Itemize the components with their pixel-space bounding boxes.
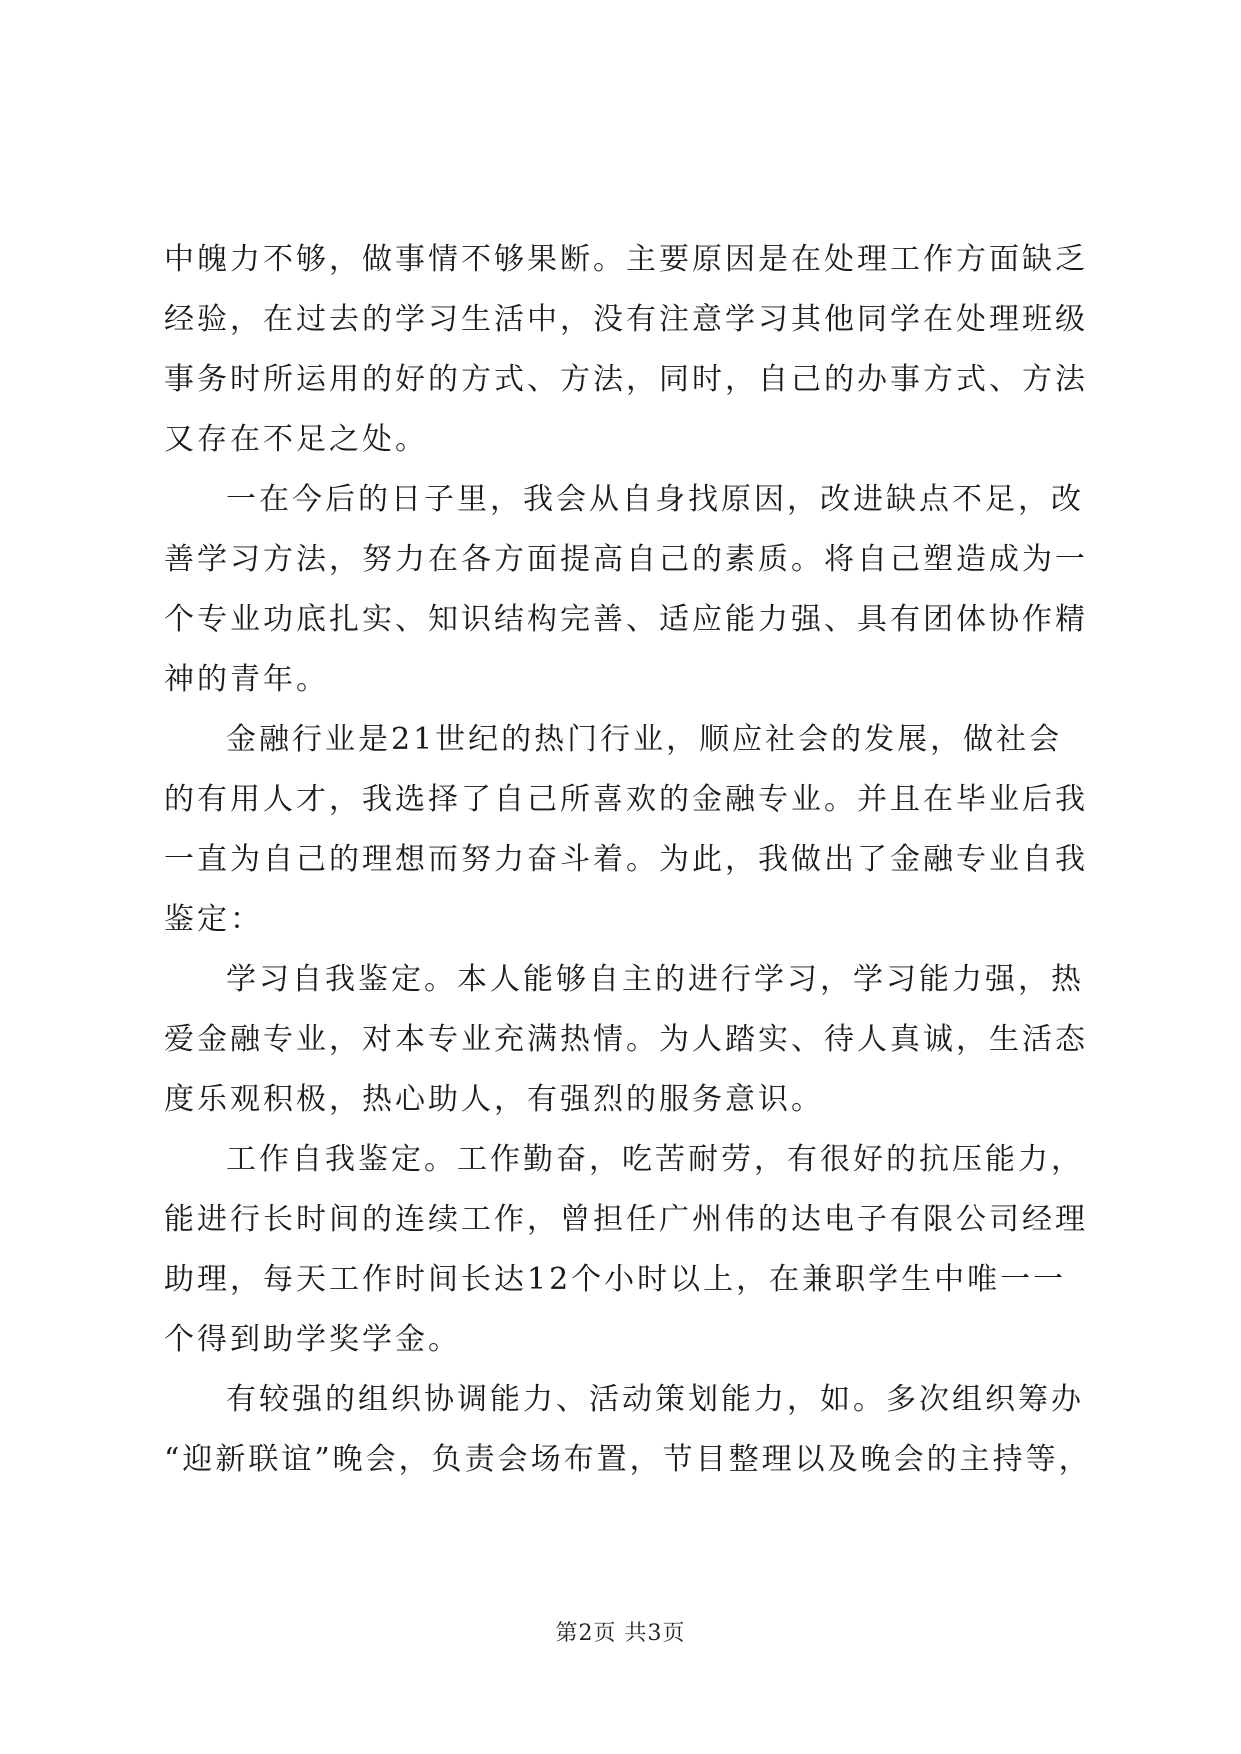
paragraph-5: [164, 1130, 1088, 1370]
paragraph-2: [164, 470, 1088, 710]
text-line: 爱金融专业，对本专业充满热情。为人踏实、待人真诚，生活态: [164, 1022, 1088, 1057]
text-line: 个专业功底扎实、知识结构完善、适应能力强、具有团体协作精: [164, 602, 1088, 637]
text-line: 个得到助学奖学金。: [164, 1322, 461, 1357]
text-line: 有较强的组织协调能力、活动策划能力，如。多次组织筹办: [226, 1382, 1084, 1417]
text-line: 学习自我鉴定。本人能够自主的进行学习，学习能力强，热: [226, 962, 1084, 997]
text-line: 又存在不足之处。: [164, 422, 428, 457]
page-number-footer: 第2页 共3页: [555, 1621, 686, 1646]
text-line: “迎新联谊”晚会，负责会场布置，节目整理以及晚会的主持等，: [164, 1442, 1092, 1477]
text-line: 事务时所运用的好的方式、方法，同时，自己的办事方式、方法: [164, 362, 1088, 397]
text-line: 鉴定：: [164, 902, 263, 937]
text-line: 一在今后的日子里，我会从自身找原因，改进缺点不足，改: [226, 482, 1084, 517]
text-line: 金融行业是21世纪的热门行业，顺应社会的发展，做社会: [226, 722, 1063, 757]
text-line: 的有用人才，我选择了自己所喜欢的金融专业。并且在毕业后我: [164, 782, 1088, 817]
text-line: 工作自我鉴定。工作勤奋，吃苦耐劳，有很好的抗压能力，: [226, 1142, 1084, 1177]
paragraph-1: [164, 230, 1088, 470]
text-line: 能进行长时间的连续工作，曾担任广州伟的达电子有限公司经理: [164, 1202, 1088, 1237]
text-line: 经验，在过去的学习生活中，没有注意学习其他同学在处理班级: [164, 302, 1088, 337]
text-line: 中魄力不够，做事情不够果断。主要原因是在处理工作方面缺乏: [164, 242, 1088, 277]
paragraph-6: [164, 1370, 1092, 1490]
paragraph-4: [164, 950, 1088, 1130]
text-line: 一直为自己的理想而努力奋斗着。为此，我做出了金融专业自我: [164, 842, 1088, 877]
text-line: 助理，每天工作时间长达12个小时以上，在兼职学生中唯一一: [164, 1262, 1067, 1297]
text-line: 善学习方法，努力在各方面提高自己的素质。将自己塑造成为一: [164, 542, 1088, 577]
text-line: 神的青年。: [164, 662, 329, 697]
text-line: 度乐观积极，热心助人，有强烈的服务意识。: [164, 1082, 824, 1117]
body-text: [164, 230, 1092, 1490]
paragraph-3: [164, 710, 1088, 950]
